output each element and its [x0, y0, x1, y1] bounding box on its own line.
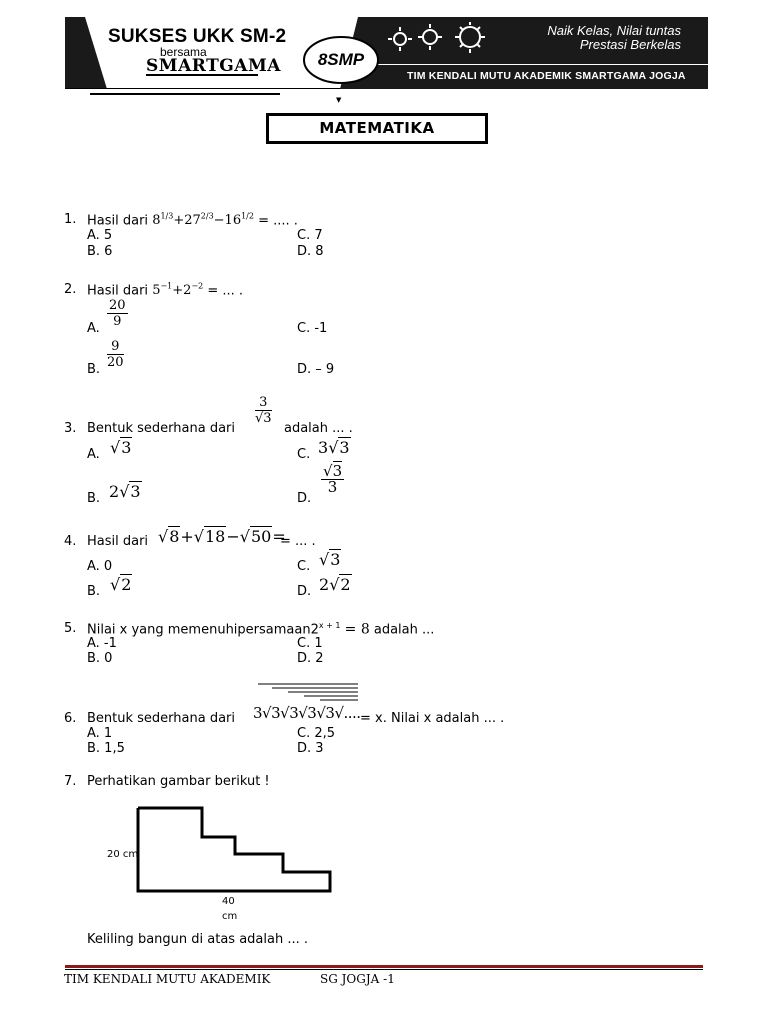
- q2-option-a-fraction: $\frac{20}{9}$: [109, 298, 126, 329]
- q3-tail: adalah ... .: [284, 421, 353, 436]
- q2-expression: $5^{-1}+2^{-2}$: [152, 282, 204, 299]
- q3-option-b-value: 2√3: [109, 482, 141, 501]
- q3-fraction: $\frac{3}{√3}$: [255, 395, 272, 426]
- q2-option-b: B.: [87, 362, 101, 377]
- q4-text: Hasil dari: [87, 534, 149, 549]
- badge-label: 8SMP: [317, 50, 365, 69]
- q6-option-d: D. 3: [297, 741, 324, 756]
- q6-option-c: C. 2,5: [297, 726, 336, 741]
- q3-text: Bentuk sederhana dari: [87, 421, 236, 436]
- subject-title: MATEMATIKA: [266, 113, 488, 144]
- q4-option-a: A. 0: [87, 559, 113, 574]
- q1-option-a: A. 5: [87, 228, 113, 243]
- q7-text: Perhatikan gambar berikut !: [87, 774, 270, 789]
- q7-number: 7.: [64, 774, 77, 789]
- q2-option-d: D. – 9: [297, 362, 335, 377]
- q7-width-unit: cm: [222, 911, 238, 922]
- q3-option-c-value: 3√3: [318, 438, 350, 457]
- q3-option-a: A.: [87, 447, 100, 462]
- header-tagline-1: Naik Kelas, Nilai tuntas: [547, 23, 681, 38]
- q5-option-b: B. 0: [87, 651, 113, 666]
- q6-number: 6.: [64, 711, 77, 726]
- q7-width-label: 40: [222, 896, 235, 907]
- q7-step-figure: [130, 800, 340, 900]
- q6-text: Bentuk sederhana dari: [87, 711, 236, 726]
- sun-decoration-icon: [382, 20, 500, 58]
- footer-rule-red: [65, 965, 703, 968]
- q1-text: Hasil dari $8^{1/3}+27^{2/3}-16^{1/2}$ = .... .: [87, 212, 298, 229]
- q4-expression: √8+√18−√50=: [158, 527, 286, 546]
- q6-option-b: B. 1,5: [87, 741, 125, 756]
- q3-option-d-fraction: $\frac{√3}{3}$: [323, 462, 343, 496]
- q2-text: Hasil dari $5^{-1}+2^{-2}$ = ... .: [87, 282, 244, 299]
- q5-text: Nilai x yang $memenuhipersamaan2^{x + 1} = 8$ adalah ...: [87, 621, 435, 638]
- q2-option-a: A.: [87, 321, 100, 336]
- footer-rule-black: [65, 969, 703, 970]
- q4-option-c-value: √3: [319, 550, 341, 569]
- header-tagline-2: Prestasi Berkelas: [579, 37, 681, 52]
- footer-right: SG JOGJA -1: [320, 972, 395, 986]
- q5-number: 5.: [64, 621, 77, 636]
- header-arrow-icon: ▼: [336, 96, 342, 104]
- q7-closing: Keliling bangun di atas adalah ... .: [87, 932, 308, 947]
- q3-number: 3.: [64, 421, 77, 436]
- q1-option-c: C. 7: [297, 228, 323, 243]
- q1-option-b: B. 6: [87, 244, 113, 259]
- q4-option-b: B.: [87, 584, 101, 599]
- q4-option-d: D.: [297, 584, 312, 599]
- q2-number: 2.: [64, 282, 77, 297]
- q6-nested-radical: 3√3√3√3√3√....: [253, 704, 361, 722]
- q4-option-d-value: 2√2: [319, 575, 351, 594]
- q5-exponent: x + 1: [318, 621, 341, 630]
- q2-option-c: C. -1: [297, 321, 328, 336]
- q5-option-d: D. 2: [297, 651, 324, 666]
- q3-option-a-value: √3: [110, 438, 132, 457]
- q4-number: 4.: [64, 534, 77, 549]
- q1-number: 1.: [64, 212, 77, 227]
- q5-option-a: A. -1: [87, 636, 117, 651]
- header-team: TIM KENDALI MUTU AKADEMIK SMARTGAMA JOGJA: [407, 70, 686, 82]
- q6-option-a: A. 1: [87, 726, 113, 741]
- footer-left: TIM KENDALI MUTU AKADEMIK: [64, 972, 271, 986]
- q5-option-c: C. 1: [297, 636, 323, 651]
- q3-option-b: B.: [87, 491, 101, 506]
- q4-option-b-value: √2: [110, 575, 132, 594]
- q1-option-d: D. 8: [297, 244, 324, 259]
- q4-option-c: C.: [297, 559, 311, 574]
- header-brand: SMARTGAMA: [146, 56, 281, 76]
- header-underline: [90, 93, 280, 95]
- q2-option-b-fraction: $\frac{9}{20}$: [107, 339, 124, 370]
- q1-expression: $8^{1/3}+27^{2/3}-16^{1/2}$: [152, 212, 254, 229]
- header-left-triangle: [65, 17, 107, 89]
- q6-tail: = x. Nilai x adalah ... .: [360, 711, 505, 726]
- header-bersama: bersama: [160, 45, 207, 59]
- q3-option-d: D.: [297, 491, 312, 506]
- q4-tail: = ... .: [280, 534, 316, 549]
- q3-option-c: C.: [297, 447, 311, 462]
- header-title: SUKSES UKK SM-2: [108, 26, 287, 47]
- q7-height-label: 20 cm: [107, 849, 139, 860]
